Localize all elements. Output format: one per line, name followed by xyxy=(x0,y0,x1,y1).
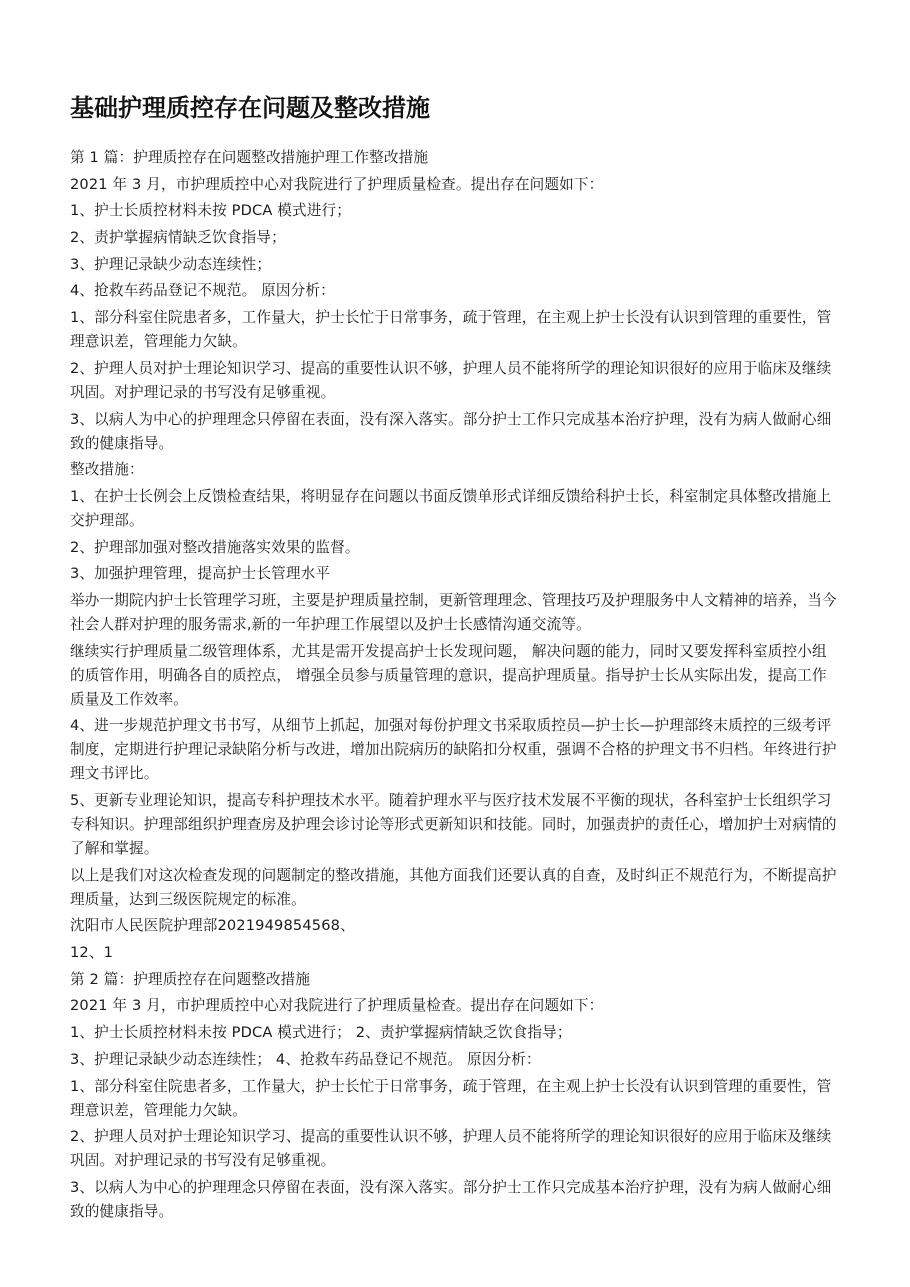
paragraph: 以上是我们对这次检查发现的问题制定的整改措施，其他方面我们还要认真的自查，及时纠正不规范行为，不断提高护理质量，达到三级医院规定的标准。 xyxy=(70,866,837,908)
paragraph: 12、1 xyxy=(70,944,114,962)
paragraph: 2、责护掌握病情缺乏饮食指导； xyxy=(70,229,286,247)
paragraph: 4、进一步规范护理文书书写，从细节上抓起，加强对每份护理文书采取质控员—护士长—护理部终末质控的三级考评制度，定期进行护理记录缺陷分析与改进，增加出院病历的缺陷扣分权重，强调不合格的护理文书不归档。年终进行护理文书评比。 xyxy=(70,717,837,783)
paragraph: 5、更新专业理论知识，提高专科护理技术水平。随着护理水平与医疗技术发展不平衡的现状，各科室护士长组织学习专科知识。护理部组织护理查房及护理会诊讨论等形式更新知识和技能。同时，加强责护的责任心，增加护士对病情的了解和掌握。 xyxy=(70,792,837,857)
paragraph: 2、护理人员对护士理论知识学习、提高的重要性认识不够，护理人员不能将所学的理论知识很好的应用于临床及继续巩固。对护理记录的书写没有足够重视。 xyxy=(70,359,832,401)
paragraph: 3、加强护理管理，提高护士长管理水平 xyxy=(70,565,331,583)
paragraph: 继续实行护理质量二级管理体系，尤其是需开发提高护士长发现问题， 解决问题的能力，同时又要发挥科室质控小组的质管作用，明确各自的质控点， 增强全员参与质量管理的意识，提高护理质量。指导护士长从实际出发，提高工作质量及工作效率。 xyxy=(70,642,827,708)
paragraph: 2021 年 3 月，市护理质控中心对我院进行了护理质量检查。提出存在问题如下： xyxy=(70,175,604,193)
document-title: 基础护理质控存在问题及整改措施 xyxy=(70,94,430,122)
paragraph: 沈阳市人民医院护理部2021949854568、 xyxy=(70,917,355,935)
paragraph: 3、护理记录缺少动态连续性； xyxy=(70,255,272,273)
paragraph: 1、部分科室住院患者多，工作量大，护士长忙于日常事务，疏于管理，在主观上护士长没有认识到管理的重要性，管理意识差，管理能力欠缺。 xyxy=(70,1077,832,1119)
paragraph: 1、部分科室住院患者多，工作量大，护士长忙于日常事务，疏于管理，在主观上护士长没有认识到管理的重要性，管理意识差，管理能力欠缺。 xyxy=(70,309,832,351)
paragraph: 3、护理记录缺少动态连续性； 4、抢救车药品登记不规范。 原因分析： xyxy=(70,1050,541,1068)
paragraph: 1、在护士长例会上反馈检查结果，将明显存在问题以书面反馈单形式详细反馈给科护士长，科室制定具体整改措施上交护理部。 xyxy=(70,487,832,529)
document-body xyxy=(70,146,840,1224)
paragraph: 第 1 篇：护理质控存在问题整改措施护理工作整改措施 xyxy=(70,149,429,166)
paragraph: 1、护士长质控材料未按 PDCA 模式进行； xyxy=(70,202,351,220)
paragraph: 2、护理人员对护士理论知识学习、提高的重要性认识不够，护理人员不能将所学的理论知识很好的应用于临床及继续巩固。对护理记录的书写没有足够重视。 xyxy=(70,1128,832,1170)
document-page xyxy=(70,88,840,1227)
paragraph: 第 2 篇：护理质控存在问题整改措施 xyxy=(70,970,311,988)
paragraph: 3、以病人为中心的护理理念只停留在表面，没有深入落实。部分护士工作只完成基本治疗护理，没有为病人做耐心细致的健康指导。 xyxy=(70,1178,832,1220)
paragraph: 3、以病人为中心的护理理念只停留在表面，没有深入落实。部分护士工作只完成基本治疗护理，没有为病人做耐心细致的健康指导。 xyxy=(70,410,832,452)
paragraph: 1、护士长质控材料未按 PDCA 模式进行； 2、责护掌握病情缺乏饮食指导； xyxy=(70,1024,572,1042)
paragraph: 整改措施： xyxy=(70,461,144,479)
paragraph: 举办一期院内护士长管理学习班，主要是护理质量控制，更新管理理念、管理技巧及护理服务中人文精神的培养，当今社会人群对护理的服务需求,新的一年护理工作展望以及护士长感情沟通交流等。 xyxy=(70,591,837,633)
paragraph: 2021 年 3 月，市护理质控中心对我院进行了护理质量检查。提出存在问题如下： xyxy=(70,997,604,1015)
paragraph: 2、护理部加强对整改措施落实效果的监督。 xyxy=(70,538,360,556)
paragraph: 4、抢救车药品登记不规范。 原因分析： xyxy=(70,282,335,300)
